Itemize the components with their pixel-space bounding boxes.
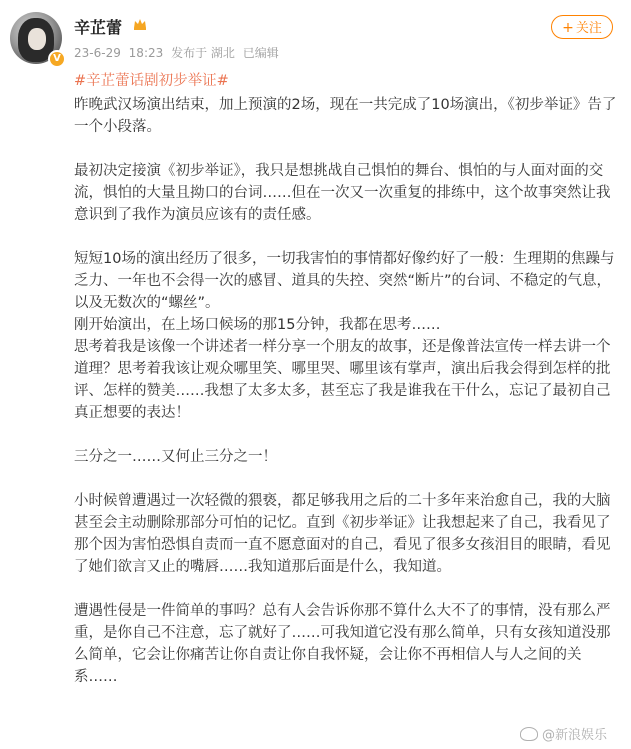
post-header bbox=[0, 0, 631, 72]
paragraph: 小时候曾遭遇过一次轻微的猥亵，都足够我用之后的二十多年来治愈自己，我的大脑甚至会主动删除那部分可怕的记忆。直到《初步举证》让我想起来了自己，我看见了那个因为害怕恐惧自责而一直不愿意面对的自己，看见了很多女孩泪目的眼睛，看见了她们欲言又止的嘴唇……我知道那后面是什么，我知道。 bbox=[74, 493, 611, 575]
watermark bbox=[520, 724, 607, 743]
paragraph: 刚开始演出，在上场口候场的那15分钟，我都在思考…… bbox=[74, 317, 441, 333]
topic-link[interactable]: #辛芷蕾话剧初步举证# bbox=[74, 73, 229, 89]
crown-icon bbox=[132, 16, 148, 32]
paragraph: 短短10场的演出经历了很多，一切我害怕的事情都好像约好了一般：生理期的焦躁与乏力、一年也不会得一次的感冒、道具的失控、突然“断片”的台词、不稳定的气息，以及无数次的“螺丝”。 bbox=[74, 251, 615, 311]
paragraph: 最初决定接演《初步举证》，我只是想挑战自己惧怕的舞台、惧怕的与人面对面的交流，惧怕的大量且拗口的台词……但在一次又一次重复的排练中，这个故事突然让我意识到了我作为演员应该有的责任感。 bbox=[74, 163, 611, 223]
verified-badge-icon: V bbox=[48, 50, 66, 68]
weibo-icon bbox=[520, 727, 538, 741]
username[interactable]: 辛芷蕾 bbox=[74, 18, 123, 37]
avatar-face bbox=[28, 28, 46, 50]
follow-label: 关注 bbox=[575, 21, 602, 36]
follow-button[interactable] bbox=[551, 15, 613, 39]
watermark-text: @新浪娱乐 bbox=[542, 728, 608, 743]
paragraph: 遭遇性侵是一件简单的事吗？总有人会告诉你那不算什么大不了的事情，没有那么严重，是你自己不注意，忘了就好了……可我知道它没有那么简单，只有女孩知道没那么简单，它会让你痛苦让你自责让你自我怀疑，会让你不再相信人与人之间的关系…… bbox=[74, 603, 611, 685]
paragraph: 三分之一……又何止三分之一！ bbox=[74, 449, 277, 465]
post-time[interactable]: 18:23 bbox=[128, 46, 164, 60]
paragraph: 昨晚武汉场演出结束，加上预演的2场，现在一共完成了10场演出，《初步举证》告了一个小段落。 bbox=[74, 97, 617, 135]
plus-icon: + bbox=[562, 20, 574, 36]
paragraph: 思考着我是该像一个讲述者一样分享一个朋友的故事，还是像普法宣传一样去讲一个道理？思考着我该让观众哪里笑、哪里哭、哪里该有掌声，演出后我会得到怎样的批评、怎样的赞美……我想了太多太多，甚至忘了我是谁我在干什么，忘记了最初自己真正想要的表达！ bbox=[74, 339, 611, 421]
post-content bbox=[74, 70, 619, 688]
post-date[interactable]: 23-6-29 bbox=[74, 46, 121, 60]
edited-label[interactable]: 已编辑 bbox=[242, 46, 279, 60]
posted-from: 发布于 湖北 bbox=[171, 46, 235, 60]
post-meta bbox=[74, 44, 283, 61]
